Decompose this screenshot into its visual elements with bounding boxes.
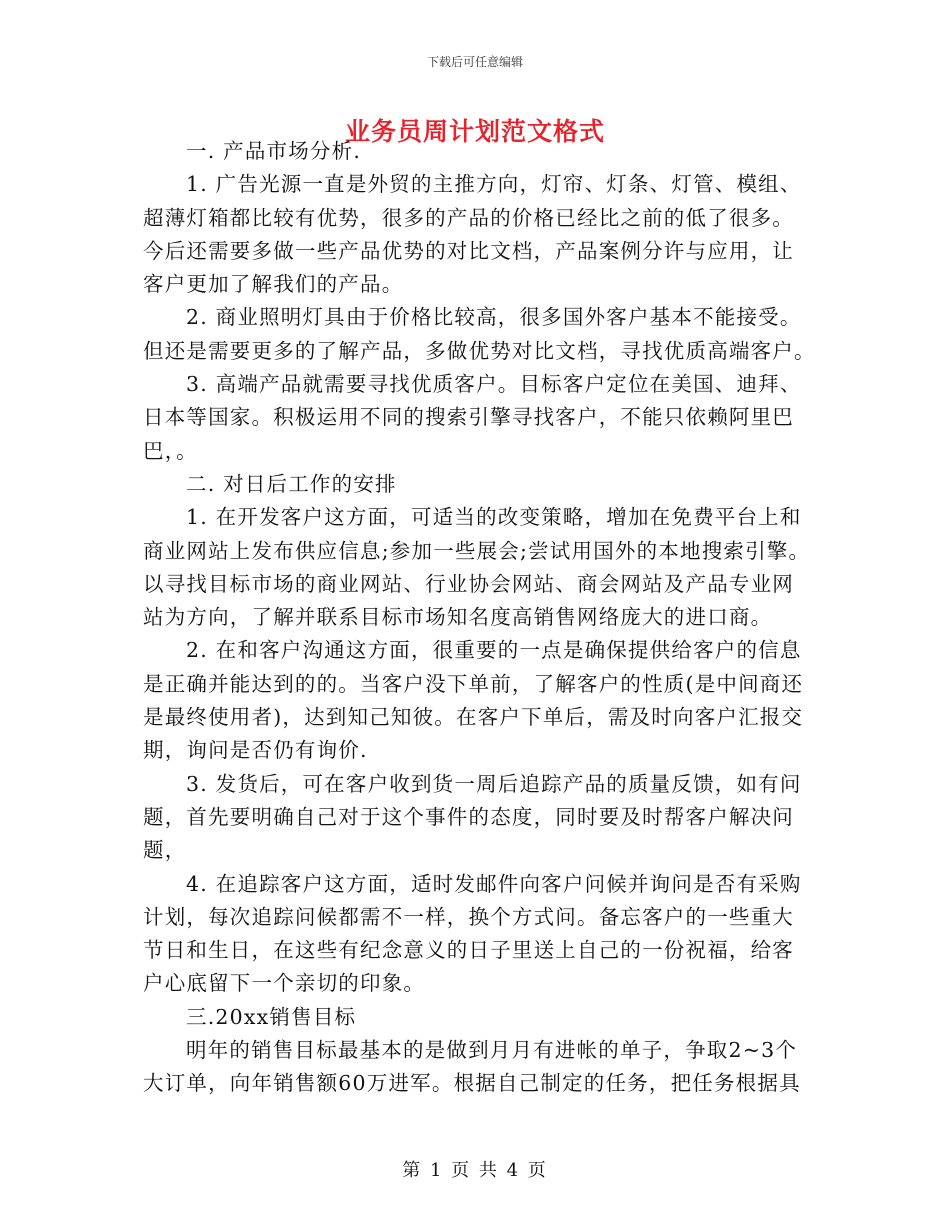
text-line: 明年的销售目标最基本的是做到月月有进帐的单子，争取2~3个 [186, 1038, 798, 1063]
text-line: 今后还需要多做一些产品优势的对比文档，产品案例分许与应用，让 [143, 238, 794, 263]
text-line: 超薄灯箱都比较有优势，很多的产品的价格已经比之前的低了很多。 [143, 205, 794, 230]
text-line: 1. 在开发客户这方面，可适当的改变策略，增加在免费平台上和 [186, 505, 802, 530]
text-line: 4. 在追踪客户这方面，适时发邮件向客户问候并询问是否有采购 [186, 871, 802, 896]
text-line: 以寻找目标市场的商业网站、行业协会网站、商会网站及产品专业网 [143, 571, 794, 596]
document-title: 业务员周计划范文格式 [344, 117, 605, 146]
text-line: 三.20xx销售目标 [186, 1004, 357, 1029]
text-line: 3. 发货后，可在客户收到货一周后追踪产品的质量反馈，如有问 [186, 771, 802, 796]
text-line: 商业网站上发布供应信息;参加一些展会;尝试用国外的本地搜索引擎。 [143, 538, 811, 563]
text-line: 题，首先要明确自己对于这个事件的态度，同时要及时帮客户解决问 [143, 804, 794, 829]
text-line: 巴，。 [143, 438, 198, 463]
page-footer: 第 1 页 共 4 页 [402, 1160, 548, 1181]
text-line: 2. 在和客户沟通这方面，很重要的一点是确保提供给客户的信息 [186, 638, 802, 663]
text-line: 3. 高端产品就需要寻找优质客户。目标客户定位在美国、迪拜、 [186, 372, 802, 397]
text-line: 1. 广告光源一直是外贸的主推方向，灯帘、灯条、灯管、模组、 [186, 172, 802, 197]
text-line: 题， [143, 838, 187, 863]
document-body [143, 135, 816, 1101]
text-line: 2. 商业照明灯具由于价格比较高，很多国外客户基本不能接受。 [186, 305, 802, 330]
text-line: 是正确并能达到的的。当客户没下单前，了解客户的性质(是中间商还 [143, 671, 804, 696]
text-line: 大订单，向年销售额60万进军。根据自己制定的任务，把任务根据具 [143, 1071, 801, 1096]
text-line: 户心底留下一个亲切的印象。 [143, 971, 426, 996]
text-line: 计划，每次追踪问候都需不一样，换个方式问。备忘客户的一些重大 [143, 904, 794, 929]
text-line: 是最终使用者)，达到知己知彼。在客户下单后，需及时向客户汇报交 [143, 705, 804, 730]
text-line: 日本等国家。积极运用不同的搜索引擎寻找客户，不能只依赖阿里巴 [143, 405, 794, 430]
text-line: 节日和生日，在这些有纪念意义的日子里送上自己的一份祝福，给客 [143, 938, 794, 963]
text-line: 但还是需要更多的了解产品，多做优势对比文档，寻找优质高端客户。 [143, 338, 816, 363]
text-line: 站为方向，了解并联系目标市场知名度高销售网络庞大的进口商。 [143, 605, 773, 630]
text-line: 期，询问是否仍有询价. [143, 738, 368, 763]
text-line: 一. 产品市场分析. [186, 139, 362, 163]
text-line: 二. 对日后工作的安排 [186, 471, 397, 496]
text-line: 客户更加了解我们的产品。 [143, 272, 404, 297]
header-note: 下载后可任意编辑 [426, 55, 523, 69]
